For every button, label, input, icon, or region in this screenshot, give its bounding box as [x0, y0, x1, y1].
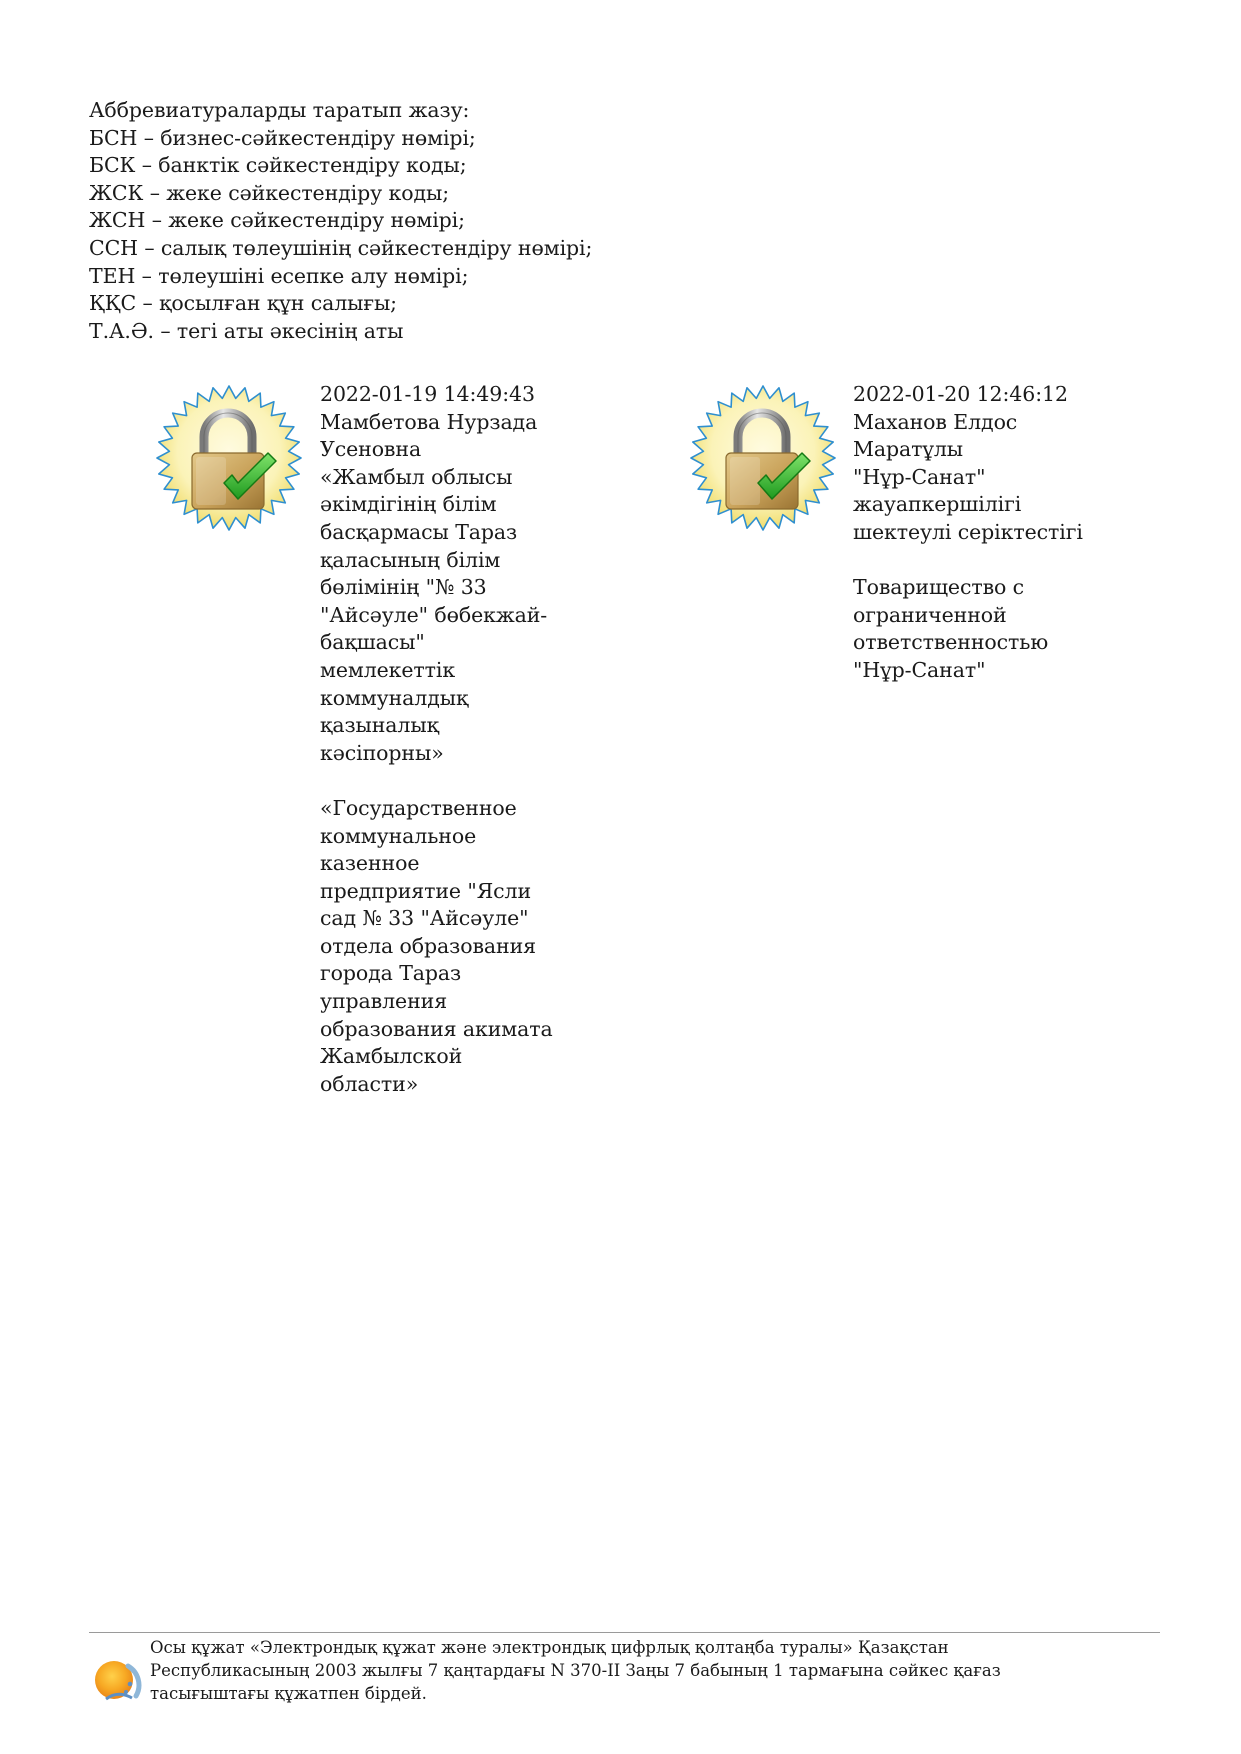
lock-check-seal-icon — [686, 381, 840, 535]
organization-ru-line: Жамбылской — [320, 1044, 463, 1069]
organization-ru-line: ответственностью — [853, 630, 1049, 655]
signer-name-line: Усеновна — [320, 437, 422, 462]
organization-kz-line: шектеулі серіктестігі — [853, 519, 1083, 544]
organization-kz-line: әкімдігінің білім — [320, 492, 497, 517]
organization-ru-line: предприятие "Ясли — [320, 878, 532, 903]
footer-line: Осы құжат «Электрондық құжат және электрондық цифрлық қолтаңба туралы» Қазақстан — [150, 1638, 949, 1657]
organization-kz-line: қаласының білім — [320, 547, 501, 572]
abbreviation-item: БСН – бизнес-сәйкестендіру нөмірі; — [89, 125, 476, 150]
organization-kz-line: бақшасы" — [320, 630, 425, 655]
organization-ru-line: сад № 33 "Айсәуле" — [320, 906, 529, 931]
organization-kz-line: жауапкершілігі — [853, 492, 1022, 517]
organization-kz-line: коммуналдық — [320, 685, 469, 710]
egov-sun-logo-icon — [92, 1654, 144, 1706]
organization-kz-line: кәсіпорны» — [320, 740, 444, 765]
abbreviation-item: ЖСН – жеке сәйкестендіру нөмірі; — [89, 208, 465, 233]
organization-ru-line: казенное — [320, 851, 420, 876]
signer-name-line: Мамбетова Нурзада — [320, 409, 538, 434]
abbreviation-item: ТЕН – төлеушіні есепке алу нөмірі; — [89, 263, 469, 288]
organization-ru-line: "Нұр-Санат" — [853, 657, 986, 682]
abbreviation-item: ҚҚС – қосылған құн салығы; — [89, 291, 397, 316]
organization-ru-line: «Государственное — [320, 795, 517, 820]
lock-check-seal-icon — [152, 381, 306, 535]
organization-ru-line: области» — [320, 1071, 419, 1096]
abbreviation-item: ССН – салық төлеушінің сәйкестендіру нөмірі; — [89, 235, 593, 260]
organization-kz-line: «Жамбыл облысы — [320, 464, 513, 489]
footer-line: Республикасының 2003 жылғы 7 қаңтардағы N 370-II Заңы 7 бабының 1 тармағына сәйкес қағаз — [150, 1661, 1001, 1680]
organization-ru-line: ограниченной — [853, 602, 1007, 627]
organization-ru-line: образования акимата — [320, 1016, 553, 1041]
abbreviation-item: БСК – банктік сәйкестендіру коды; — [89, 153, 467, 178]
footer-line: тасығыштағы құжатпен бірдей. — [150, 1684, 427, 1703]
footer-legal-notice — [150, 1636, 1150, 1705]
organization-kz-line: басқармасы Тараз — [320, 519, 518, 544]
signature-datetime: 2022-01-19 14:49:43 — [320, 382, 535, 406]
organization-ru-line: Товарищество с — [853, 575, 1025, 600]
organization-kz-line: мемлекеттік — [320, 657, 456, 682]
organization-ru-line: управления — [320, 989, 448, 1014]
organization-kz-line: "Нұр-Санат" — [853, 464, 986, 489]
organization-kz-line: бөлімінің "№ 33 — [320, 575, 487, 600]
signer-name-line: Маханов Елдос — [853, 409, 1018, 434]
abbreviations-block — [89, 97, 592, 345]
signer-name-line: Маратұлы — [853, 437, 964, 462]
abbreviation-item: ЖСК – жеке сәйкестендіру коды; — [89, 180, 450, 205]
organization-ru-line: коммунальное — [320, 823, 477, 848]
organization-kz-line: "Айсәуле" бөбекжай- — [320, 602, 548, 627]
abbreviation-item: Т.А.Ә. – тегі аты әкесінің аты — [89, 318, 404, 343]
abbreviations-heading: Аббревиатураларды таратып жазу: — [89, 98, 470, 122]
signature-details — [853, 381, 1153, 685]
footer-divider — [89, 1632, 1160, 1633]
organization-kz-line: қазыналық — [320, 713, 439, 738]
signature-datetime: 2022-01-20 12:46:12 — [853, 382, 1068, 406]
organization-ru-line: города Тараз — [320, 961, 462, 986]
organization-ru-line: отдела образования — [320, 933, 536, 958]
signature-details — [320, 381, 570, 1098]
